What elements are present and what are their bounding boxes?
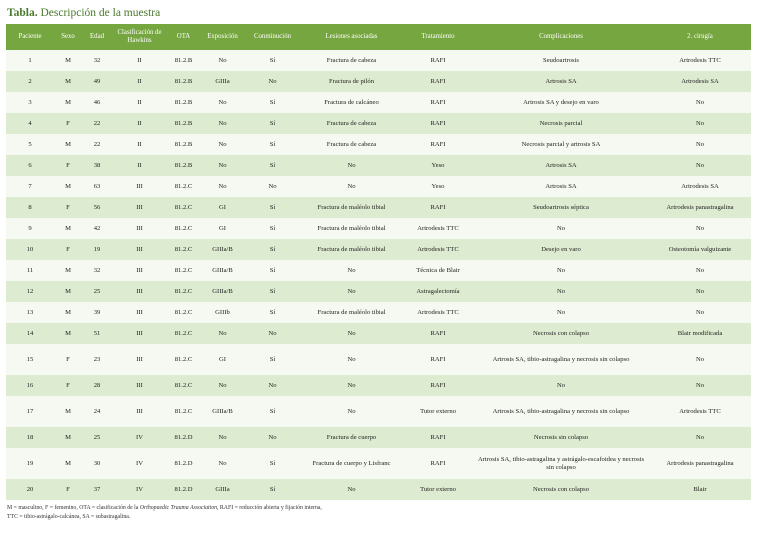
cell-sexo: F bbox=[54, 344, 82, 375]
table-caption bbox=[7, 6, 751, 20]
cell-exposicion: No bbox=[200, 176, 245, 197]
cell-sexo: M bbox=[54, 281, 82, 302]
cell-lesiones: Fractura de cabeza bbox=[300, 113, 403, 134]
cell-tratamiento: RAFI bbox=[403, 50, 473, 71]
cell-paciente: 10 bbox=[6, 239, 54, 260]
cell-complicaciones: No bbox=[473, 260, 649, 281]
cell-conminucion: Sí bbox=[245, 50, 300, 71]
cell-cirugia: Blair modificada bbox=[649, 323, 751, 344]
cell-edad: 19 bbox=[82, 239, 112, 260]
cell-clasificacion: II bbox=[112, 134, 167, 155]
cell-clasificacion: III bbox=[112, 176, 167, 197]
header-conminucion: Conminución bbox=[245, 24, 300, 50]
cell-edad: 22 bbox=[82, 113, 112, 134]
table-row bbox=[6, 323, 751, 344]
table-row bbox=[6, 302, 751, 323]
cell-tratamiento: Yeso bbox=[403, 155, 473, 176]
cell-tratamiento: Tutor externo bbox=[403, 396, 473, 427]
cell-lesiones: Fractura de maléolo tibial bbox=[300, 302, 403, 323]
cell-cirugia: No bbox=[649, 155, 751, 176]
cell-lesiones: Fractura de cuerpo bbox=[300, 427, 403, 448]
cell-cirugia: No bbox=[649, 218, 751, 239]
cell-exposicion: GIIIb bbox=[200, 302, 245, 323]
cell-lesiones: No bbox=[300, 260, 403, 281]
cell-clasificacion: IV bbox=[112, 448, 167, 479]
cell-conminucion: No bbox=[245, 427, 300, 448]
cell-lesiones: Fractura de calcáneo bbox=[300, 92, 403, 113]
table-body bbox=[6, 50, 751, 500]
header-sexo: Sexo bbox=[54, 24, 82, 50]
table-row bbox=[6, 239, 751, 260]
cell-lesiones: No bbox=[300, 375, 403, 396]
cell-complicaciones: Necrosis parcial y artrosis SA bbox=[473, 134, 649, 155]
cell-exposicion: GIIIa/B bbox=[200, 260, 245, 281]
cell-tratamiento: Astragalectomía bbox=[403, 281, 473, 302]
cell-paciente: 4 bbox=[6, 113, 54, 134]
table-row bbox=[6, 448, 751, 479]
cell-paciente: 15 bbox=[6, 344, 54, 375]
cell-clasificacion: III bbox=[112, 323, 167, 344]
cell-exposicion: GI bbox=[200, 197, 245, 218]
footnote-text-a: M = masculino, F = femenino, OTA = clasificación de la bbox=[7, 505, 140, 511]
cell-sexo: M bbox=[54, 260, 82, 281]
cell-conminucion: Sí bbox=[245, 479, 300, 500]
cell-cirugia: Artrodesis panastragalina bbox=[649, 197, 751, 218]
header-complicaciones: Complicaciones bbox=[473, 24, 649, 50]
table-row bbox=[6, 71, 751, 92]
cell-complicaciones: Necrosis parcial bbox=[473, 113, 649, 134]
header-tratamiento: Tratamiento bbox=[403, 24, 473, 50]
cell-paciente: 3 bbox=[6, 92, 54, 113]
cell-complicaciones: Artrosis SA, tibio-astragalina y astrágalo-escafoidea y necrosis sin colapso bbox=[473, 448, 649, 479]
table-row bbox=[6, 176, 751, 197]
cell-exposicion: GIIIa/B bbox=[200, 281, 245, 302]
cell-lesiones: Fractura de cuerpo y Lisfranc bbox=[300, 448, 403, 479]
footnote-line-1 bbox=[7, 504, 751, 513]
sample-description-table bbox=[6, 24, 751, 500]
cell-conminucion: Sí bbox=[245, 260, 300, 281]
cell-ota: 81.2.B bbox=[167, 155, 200, 176]
cell-conminucion: Sí bbox=[245, 396, 300, 427]
cell-complicaciones: Necrosis sin colapso bbox=[473, 427, 649, 448]
cell-edad: 38 bbox=[82, 155, 112, 176]
cell-clasificacion: III bbox=[112, 344, 167, 375]
document bbox=[6, 6, 751, 522]
cell-sexo: M bbox=[54, 218, 82, 239]
table-row bbox=[6, 479, 751, 500]
cell-cirugia: No bbox=[649, 113, 751, 134]
cell-exposicion: GIIIa bbox=[200, 479, 245, 500]
cell-tratamiento: Yeso bbox=[403, 176, 473, 197]
cell-complicaciones: Artrosis SA, tibio-astragalina y necrosis sin colapso bbox=[473, 344, 649, 375]
cell-clasificacion: III bbox=[112, 260, 167, 281]
cell-paciente: 5 bbox=[6, 134, 54, 155]
cell-conminucion: No bbox=[245, 71, 300, 92]
cell-sexo: M bbox=[54, 323, 82, 344]
cell-sexo: M bbox=[54, 71, 82, 92]
cell-conminucion: Sí bbox=[245, 197, 300, 218]
cell-cirugia: No bbox=[649, 281, 751, 302]
cell-lesiones: No bbox=[300, 323, 403, 344]
table-row bbox=[6, 375, 751, 396]
cell-edad: 23 bbox=[82, 344, 112, 375]
cell-edad: 32 bbox=[82, 50, 112, 71]
header-lesiones: Lesiones asociadas bbox=[300, 24, 403, 50]
header-exposicion: Exposición bbox=[200, 24, 245, 50]
table-row bbox=[6, 427, 751, 448]
cell-complicaciones: Seudoartrosis bbox=[473, 50, 649, 71]
cell-tratamiento: RAFI bbox=[403, 134, 473, 155]
cell-conminucion: Sí bbox=[245, 302, 300, 323]
cell-paciente: 9 bbox=[6, 218, 54, 239]
cell-cirugia: Artrodesis SA bbox=[649, 176, 751, 197]
cell-complicaciones: Artrosis SA, tibio-astragalina y necrosis sin colapso bbox=[473, 396, 649, 427]
cell-complicaciones: No bbox=[473, 218, 649, 239]
cell-ota: 81.2.D bbox=[167, 448, 200, 479]
cell-complicaciones: No bbox=[473, 375, 649, 396]
cell-ota: 81.2.C bbox=[167, 396, 200, 427]
cell-ota: 81.2.C bbox=[167, 176, 200, 197]
cell-ota: 81.2.C bbox=[167, 197, 200, 218]
cell-clasificacion: III bbox=[112, 239, 167, 260]
cell-cirugia: No bbox=[649, 344, 751, 375]
header-cirugia: 2. cirugía bbox=[649, 24, 751, 50]
cell-conminucion: Sí bbox=[245, 134, 300, 155]
table-row bbox=[6, 218, 751, 239]
cell-clasificacion: II bbox=[112, 71, 167, 92]
cell-paciente: 1 bbox=[6, 50, 54, 71]
cell-sexo: M bbox=[54, 448, 82, 479]
cell-conminucion: Sí bbox=[245, 218, 300, 239]
cell-ota: 81.2.B bbox=[167, 113, 200, 134]
cell-ota: 81.2.D bbox=[167, 427, 200, 448]
cell-exposicion: No bbox=[200, 113, 245, 134]
cell-clasificacion: III bbox=[112, 197, 167, 218]
cell-complicaciones: Artrosis SA y desejo en varo bbox=[473, 92, 649, 113]
cell-clasificacion: IV bbox=[112, 479, 167, 500]
cell-clasificacion: II bbox=[112, 50, 167, 71]
cell-edad: 39 bbox=[82, 302, 112, 323]
cell-lesiones: No bbox=[300, 396, 403, 427]
cell-exposicion: No bbox=[200, 448, 245, 479]
cell-edad: 46 bbox=[82, 92, 112, 113]
cell-cirugia: Artrodesis TTC bbox=[649, 396, 751, 427]
cell-exposicion: No bbox=[200, 427, 245, 448]
cell-lesiones: Fractura de pilón bbox=[300, 71, 403, 92]
cell-exposicion: No bbox=[200, 155, 245, 176]
cell-exposicion: GIIIa/B bbox=[200, 396, 245, 427]
cell-tratamiento: RAFI bbox=[403, 113, 473, 134]
table-row bbox=[6, 134, 751, 155]
cell-paciente: 19 bbox=[6, 448, 54, 479]
cell-paciente: 16 bbox=[6, 375, 54, 396]
table-row bbox=[6, 396, 751, 427]
cell-sexo: F bbox=[54, 113, 82, 134]
cell-exposicion: GIIIa bbox=[200, 71, 245, 92]
cell-lesiones: No bbox=[300, 344, 403, 375]
footnote-text-b: , RAFI = reducción abierta y fijación interna, bbox=[217, 505, 322, 511]
cell-ota: 81.2.C bbox=[167, 323, 200, 344]
cell-paciente: 11 bbox=[6, 260, 54, 281]
table-row bbox=[6, 197, 751, 218]
cell-edad: 25 bbox=[82, 427, 112, 448]
cell-paciente: 17 bbox=[6, 396, 54, 427]
cell-sexo: F bbox=[54, 155, 82, 176]
cell-conminucion: Sí bbox=[245, 344, 300, 375]
cell-exposicion: No bbox=[200, 50, 245, 71]
cell-edad: 28 bbox=[82, 375, 112, 396]
cell-clasificacion: III bbox=[112, 396, 167, 427]
cell-cirugia: Artrodesis SA bbox=[649, 71, 751, 92]
cell-exposicion: No bbox=[200, 323, 245, 344]
footnote-line-2: TTC = tibio-astrágalo-calcánea, SA = subastragalina. bbox=[7, 514, 131, 520]
cell-ota: 81.2.C bbox=[167, 281, 200, 302]
cell-ota: 81.2.B bbox=[167, 50, 200, 71]
cell-clasificacion: II bbox=[112, 155, 167, 176]
table-caption-label: Tabla. bbox=[7, 7, 38, 19]
cell-conminucion: Sí bbox=[245, 239, 300, 260]
cell-clasificacion: IV bbox=[112, 427, 167, 448]
cell-tratamiento: RAFI bbox=[403, 71, 473, 92]
cell-complicaciones: Necrosis con colapso bbox=[473, 323, 649, 344]
cell-exposicion: GI bbox=[200, 344, 245, 375]
cell-paciente: 14 bbox=[6, 323, 54, 344]
cell-tratamiento: RAFI bbox=[403, 92, 473, 113]
cell-sexo: M bbox=[54, 50, 82, 71]
header-paciente: Paciente bbox=[6, 24, 54, 50]
cell-paciente: 6 bbox=[6, 155, 54, 176]
header-clasificacion: Clasificación de Hawkins bbox=[112, 24, 167, 50]
table-footnote bbox=[7, 504, 751, 522]
cell-ota: 81.2.C bbox=[167, 375, 200, 396]
cell-paciente: 7 bbox=[6, 176, 54, 197]
cell-paciente: 20 bbox=[6, 479, 54, 500]
cell-cirugia: Osteotomía valguizante bbox=[649, 239, 751, 260]
header-edad: Edad bbox=[82, 24, 112, 50]
cell-edad: 42 bbox=[82, 218, 112, 239]
cell-ota: 81.2.C bbox=[167, 218, 200, 239]
cell-tratamiento: RAFI bbox=[403, 323, 473, 344]
cell-sexo: F bbox=[54, 479, 82, 500]
cell-lesiones: Fractura de maléolo tibial bbox=[300, 239, 403, 260]
cell-conminucion: No bbox=[245, 323, 300, 344]
cell-exposicion: No bbox=[200, 134, 245, 155]
cell-edad: 30 bbox=[82, 448, 112, 479]
cell-exposicion: No bbox=[200, 375, 245, 396]
cell-tratamiento: RAFI bbox=[403, 197, 473, 218]
table-row bbox=[6, 155, 751, 176]
cell-ota: 81.2.D bbox=[167, 479, 200, 500]
cell-complicaciones: No bbox=[473, 302, 649, 323]
cell-tratamiento: RAFI bbox=[403, 344, 473, 375]
cell-edad: 51 bbox=[82, 323, 112, 344]
cell-lesiones: No bbox=[300, 176, 403, 197]
cell-ota: 81.2.C bbox=[167, 239, 200, 260]
cell-conminucion: No bbox=[245, 176, 300, 197]
cell-cirugia: No bbox=[649, 302, 751, 323]
cell-edad: 25 bbox=[82, 281, 112, 302]
cell-clasificacion: II bbox=[112, 92, 167, 113]
cell-paciente: 13 bbox=[6, 302, 54, 323]
cell-tratamiento: RAFI bbox=[403, 448, 473, 479]
cell-clasificacion: III bbox=[112, 218, 167, 239]
cell-ota: 81.2.C bbox=[167, 344, 200, 375]
cell-tratamiento: Artrodesis TTC bbox=[403, 239, 473, 260]
cell-tratamiento: Técnica de Blair bbox=[403, 260, 473, 281]
cell-sexo: M bbox=[54, 396, 82, 427]
cell-clasificacion: III bbox=[112, 281, 167, 302]
cell-edad: 63 bbox=[82, 176, 112, 197]
cell-conminucion: Sí bbox=[245, 281, 300, 302]
cell-cirugia: No bbox=[649, 134, 751, 155]
cell-paciente: 18 bbox=[6, 427, 54, 448]
cell-cirugia: Artrodesis panastragalina bbox=[649, 448, 751, 479]
table-row bbox=[6, 260, 751, 281]
cell-lesiones: Fractura de maléolo tibial bbox=[300, 197, 403, 218]
cell-cirugia: No bbox=[649, 375, 751, 396]
cell-cirugia: No bbox=[649, 92, 751, 113]
cell-cirugia: Blair bbox=[649, 479, 751, 500]
cell-tratamiento: Artrodesis TTC bbox=[403, 218, 473, 239]
cell-edad: 37 bbox=[82, 479, 112, 500]
table-row bbox=[6, 113, 751, 134]
table-row bbox=[6, 50, 751, 71]
cell-ota: 81.2.C bbox=[167, 260, 200, 281]
cell-lesiones: Fractura de cabeza bbox=[300, 134, 403, 155]
cell-ota: 81.2.B bbox=[167, 134, 200, 155]
cell-clasificacion: III bbox=[112, 302, 167, 323]
cell-exposicion: GI bbox=[200, 218, 245, 239]
cell-complicaciones: No bbox=[473, 281, 649, 302]
cell-lesiones: No bbox=[300, 479, 403, 500]
cell-complicaciones: Seudoartrosis séptica bbox=[473, 197, 649, 218]
cell-sexo: F bbox=[54, 375, 82, 396]
cell-paciente: 2 bbox=[6, 71, 54, 92]
cell-cirugia: Artrodesis TTC bbox=[649, 50, 751, 71]
cell-ota: 81.2.C bbox=[167, 302, 200, 323]
cell-edad: 32 bbox=[82, 260, 112, 281]
cell-sexo: M bbox=[54, 134, 82, 155]
cell-lesiones: Fractura de cabeza bbox=[300, 50, 403, 71]
cell-clasificacion: II bbox=[112, 113, 167, 134]
cell-tratamiento: Artrodesis TTC bbox=[403, 302, 473, 323]
cell-exposicion: GIIIa/B bbox=[200, 239, 245, 260]
cell-tratamiento: Tutor externo bbox=[403, 479, 473, 500]
table-row bbox=[6, 92, 751, 113]
cell-complicaciones: Artrosis SA bbox=[473, 155, 649, 176]
cell-complicaciones: Artrosis SA bbox=[473, 176, 649, 197]
cell-complicaciones: Artrosis SA bbox=[473, 71, 649, 92]
cell-complicaciones: Desejo en varo bbox=[473, 239, 649, 260]
table-row bbox=[6, 281, 751, 302]
cell-ota: 81.2.B bbox=[167, 92, 200, 113]
cell-lesiones: No bbox=[300, 281, 403, 302]
cell-edad: 56 bbox=[82, 197, 112, 218]
header-row bbox=[6, 24, 751, 50]
cell-complicaciones: Necrosis con colapso bbox=[473, 479, 649, 500]
cell-paciente: 8 bbox=[6, 197, 54, 218]
cell-sexo: M bbox=[54, 427, 82, 448]
cell-cirugia: No bbox=[649, 427, 751, 448]
cell-tratamiento: RAFI bbox=[403, 375, 473, 396]
cell-conminucion: No bbox=[245, 375, 300, 396]
table-caption-text: Descripción de la muestra bbox=[37, 7, 161, 19]
cell-lesiones: Fractura de maléolo tibial bbox=[300, 218, 403, 239]
cell-lesiones: No bbox=[300, 155, 403, 176]
cell-tratamiento: RAFI bbox=[403, 427, 473, 448]
table-row bbox=[6, 344, 751, 375]
header-ota: OTA bbox=[167, 24, 200, 50]
cell-sexo: M bbox=[54, 302, 82, 323]
cell-conminucion: Sí bbox=[245, 113, 300, 134]
cell-sexo: F bbox=[54, 197, 82, 218]
cell-conminucion: Sí bbox=[245, 92, 300, 113]
cell-exposicion: No bbox=[200, 92, 245, 113]
cell-ota: 81.2.B bbox=[167, 71, 200, 92]
cell-edad: 24 bbox=[82, 396, 112, 427]
cell-cirugia: No bbox=[649, 260, 751, 281]
cell-conminucion: Sí bbox=[245, 448, 300, 479]
cell-conminucion: Sí bbox=[245, 155, 300, 176]
cell-sexo: M bbox=[54, 176, 82, 197]
footnote-text-italic: Orthopaedic Trauma Association bbox=[139, 505, 218, 511]
cell-edad: 22 bbox=[82, 134, 112, 155]
cell-paciente: 12 bbox=[6, 281, 54, 302]
cell-clasificacion: III bbox=[112, 375, 167, 396]
cell-sexo: F bbox=[54, 239, 82, 260]
cell-edad: 49 bbox=[82, 71, 112, 92]
cell-sexo: M bbox=[54, 92, 82, 113]
